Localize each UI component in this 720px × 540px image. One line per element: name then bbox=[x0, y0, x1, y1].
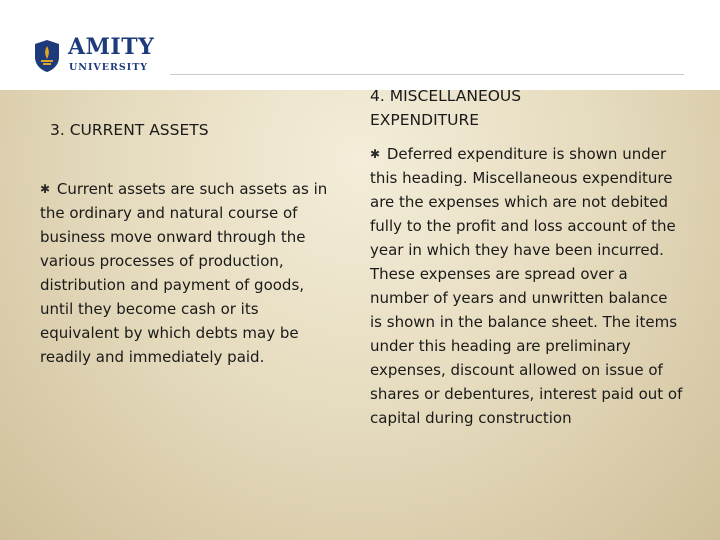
right-column-body bbox=[370, 142, 684, 430]
header-divider bbox=[170, 74, 684, 75]
bullet-icon: ✱ bbox=[40, 182, 51, 196]
right-body-text: Deferred expenditure is shown under this heading. Miscellaneous expenditure are the expenses which are not debited fully to the profit and loss account of the year in which they have been incurred. These expenses are spread over a number of years and unwritten balance is shown in the balance sheet. The items under this heading are preliminary expenses, discount allowed on issue of shares or debentures, interest paid out of capital during construction bbox=[370, 145, 683, 427]
logo-subtitle: UNIVERSITY bbox=[69, 62, 149, 73]
shield-icon bbox=[34, 39, 60, 73]
bullet-icon: ✱ bbox=[370, 147, 381, 161]
right-column-title: 4. MISCELLANEOUS EXPENDITURE bbox=[370, 87, 522, 129]
amity-logo bbox=[34, 34, 158, 77]
logo-name: AMITY bbox=[68, 34, 155, 60]
left-column-title: 3. CURRENT ASSETS bbox=[50, 121, 209, 139]
left-body-text: Current assets are such assets as in the ordinary and natural course of business move onward through the various processes of production, distribution and payment of goods, until they become cash or its equivalent by which debts may be readily and immediately paid. bbox=[40, 180, 328, 366]
left-column-body bbox=[40, 177, 340, 369]
header-band bbox=[0, 0, 720, 90]
